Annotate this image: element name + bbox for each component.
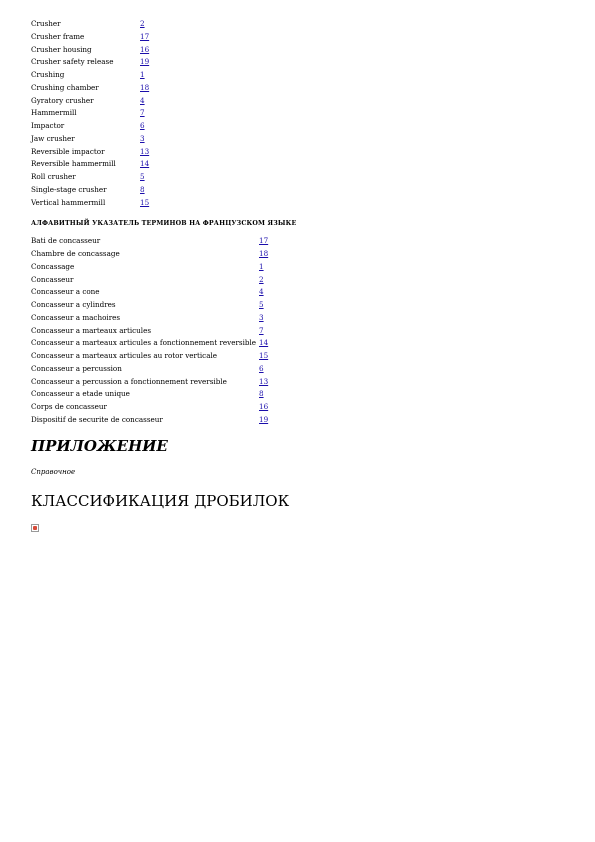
french-index-row [31,261,268,274]
english-index-term: Crusher frame [31,31,85,41]
english-term-index [31,18,149,209]
french-index-term: Concasseur a machoires [31,312,121,322]
french-index-term: Concasseur a cylindres [31,300,116,309]
french-index-term: Concasseur a marteaux articules [31,325,152,335]
english-index-page-link[interactable]: 19 [140,57,150,67]
french-index-term: Concasseur a marteaux articules au rotor verticale [31,351,218,360]
english-index-page-link[interactable]: 15 [140,197,150,207]
french-index-page-link[interactable]: 7 [259,325,264,335]
english-index-term: Roll crusher [31,172,76,181]
english-index-term: Crusher safety release [31,57,114,67]
french-index-term: Concasseur [31,274,74,284]
english-index-page-cell [140,146,149,159]
french-index-page-link[interactable]: 5 [259,300,264,309]
french-index-page-link[interactable]: 2 [259,274,264,284]
english-index-page-cell [140,82,149,95]
french-index-page-cell [259,401,268,414]
english-index-row [31,133,149,146]
french-index-row [31,337,268,350]
french-index-page-link[interactable]: 8 [259,389,264,399]
english-index-page-link[interactable]: 5 [140,172,145,181]
french-index-page-cell [259,388,268,401]
classification-title: КЛАССИФИКАЦИЯ ДРОБИЛОК [31,491,290,510]
english-index-page-link[interactable]: 8 [140,184,145,194]
french-index-term: Concasseur a marteaux articules a fonctionnement reversible [31,338,257,348]
english-index-page-cell [140,44,149,57]
french-index-row [31,299,268,312]
english-index-page-cell [140,120,149,133]
french-index-page-cell [259,414,268,427]
english-index-page-cell [140,133,149,146]
english-index-term: Hammermill [31,108,77,118]
english-index-page-link[interactable]: 3 [140,133,145,143]
english-index-page-cell [140,95,149,108]
french-index-page-cell [259,235,268,248]
french-index-page-cell [259,286,268,299]
english-index-page-cell [140,107,149,120]
french-index-page-cell [259,350,268,363]
appendix-note: Справочное [31,467,76,476]
french-index-body [31,235,268,426]
french-index-term: Bati de concasseur [31,236,101,246]
english-index-row [31,171,149,184]
french-index-page-link[interactable]: 15 [259,351,269,360]
english-index-row [31,69,149,82]
french-index-page-cell [259,248,268,261]
french-index-page-cell [259,312,268,325]
french-index-page-link[interactable]: 16 [259,402,269,411]
english-index-page-cell [140,171,149,184]
french-index-row [31,274,268,287]
english-index-page-link[interactable]: 1 [140,70,145,79]
broken-image-glyph [33,526,37,530]
english-index-row [31,107,149,120]
english-index-term: Crushing chamber [31,82,99,92]
english-index-page-cell [140,197,149,210]
english-index-term: Impactor [31,121,65,130]
french-index-row [31,312,268,325]
english-index-page-link[interactable]: 17 [140,31,150,41]
english-index-body [31,18,149,209]
english-index-page-link[interactable]: 14 [140,159,150,169]
english-index-row [31,56,149,69]
french-index-row [31,388,268,401]
appendix-title: ПРИЛОЖЕНИЕ [31,436,168,455]
french-index-page-link[interactable]: 19 [259,414,269,424]
french-index-term: Concassage [31,261,75,271]
english-index-term: Crushing [31,70,65,79]
french-index-page-link[interactable]: 1 [259,261,264,271]
french-index-page-link[interactable]: 14 [259,338,269,348]
french-term-index [31,235,268,426]
english-index-page-cell [140,158,149,171]
english-index-row [31,146,149,159]
english-index-row [31,197,149,210]
french-index-page-cell [259,376,268,389]
french-index-term: Concasseur a cone [31,287,100,297]
french-index-term: Corps de concasseur [31,402,107,411]
english-index-term: Jaw crusher [31,133,75,143]
french-index-page-link[interactable]: 18 [259,249,269,258]
english-index-page-link[interactable]: 7 [140,108,145,118]
english-index-page-cell [140,69,149,82]
french-index-term: Chambre de concassage [31,249,120,258]
french-index-row [31,401,268,414]
french-index-term: Concasseur a etade unique [31,389,130,399]
english-index-row [31,184,149,197]
english-index-page-cell [140,18,149,31]
english-index-term: Crusher [31,19,61,28]
french-index-page-link[interactable]: 13 [259,376,269,386]
english-index-row [31,44,149,57]
french-index-row [31,376,268,389]
french-index-page-link[interactable]: 6 [259,363,264,373]
english-index-row [31,82,149,95]
french-index-row [31,414,268,427]
french-index-heading: АЛФАВИТНЫЙ УКАЗАТЕЛЬ ТЕРМИНОВ НА ФРАНЦУЗСКОМ ЯЗЫКЕ [31,220,297,228]
english-index-row [31,120,149,133]
french-index-row [31,363,268,376]
french-index-term: Dispositif de securite de concasseur [31,414,163,424]
french-index-page-cell [259,363,268,376]
english-index-page-cell [140,56,149,69]
french-index-row [31,248,268,261]
french-index-page-cell [259,337,268,350]
english-index-page-link[interactable]: 13 [140,146,150,156]
french-index-page-cell [259,261,268,274]
english-index-page-cell [140,184,149,197]
english-index-term: Single-stage crusher [31,184,107,194]
english-index-row [31,158,149,171]
english-index-page-link[interactable]: 2 [140,19,145,28]
french-index-term: Concasseur a percussion a fonctionnement reversible [31,376,227,386]
english-index-term: Reversible hammermill [31,159,116,169]
french-index-page-link[interactable]: 4 [259,287,264,297]
english-index-row [31,18,149,31]
english-index-page-link[interactable]: 6 [140,121,145,130]
french-index-page-cell [259,299,268,312]
english-index-term: Crusher housing [31,44,92,54]
french-index-row [31,325,268,338]
english-index-row [31,95,149,108]
english-index-row [31,31,149,44]
english-index-page-link[interactable]: 18 [140,82,150,92]
english-index-term: Vertical hammermill [31,197,106,207]
french-index-page-link[interactable]: 3 [259,312,264,322]
french-index-page-link[interactable]: 17 [259,236,269,246]
french-index-row [31,350,268,363]
english-index-page-link[interactable]: 16 [140,44,150,54]
english-index-page-link[interactable]: 4 [140,95,145,105]
french-index-page-cell [259,325,268,338]
english-index-term: Gyratory crusher [31,95,94,105]
english-index-page-cell [140,31,149,44]
french-index-row [31,235,268,248]
document-page [31,18,571,532]
french-index-term: Concasseur a percussion [31,363,122,373]
french-index-row [31,286,268,299]
broken-image-icon[interactable] [31,524,39,532]
english-index-term: Reversible impactor [31,146,105,156]
french-index-page-cell [259,274,268,287]
